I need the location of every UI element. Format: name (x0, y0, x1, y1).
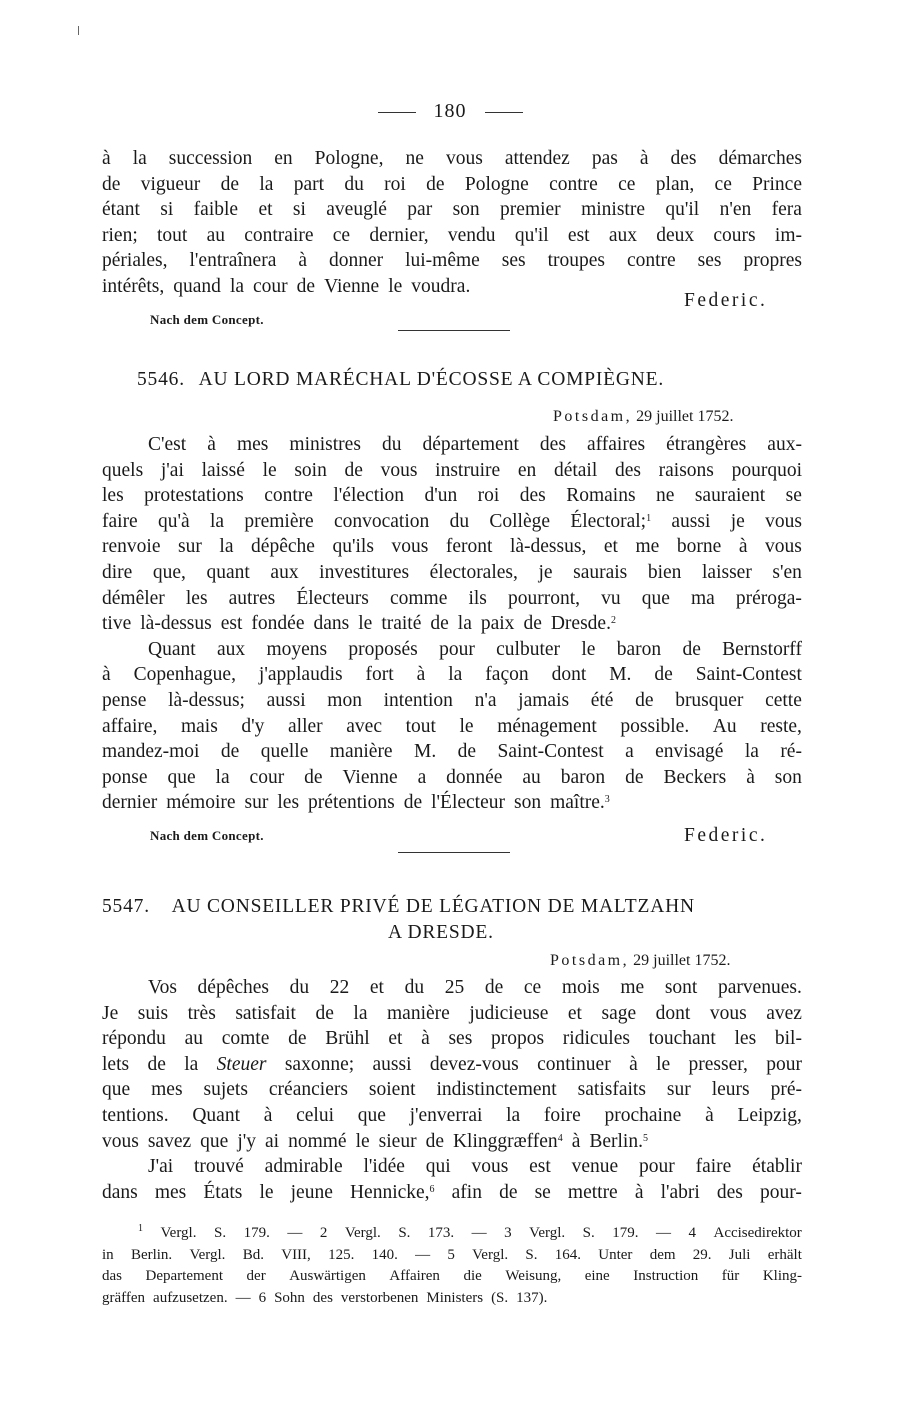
doc-5547-line: Je suis très satisfait de la manière judicieuse et sage dont vous avez (102, 1002, 802, 1024)
header-dash-right (485, 112, 523, 113)
steuer-term: Steuer (216, 1053, 267, 1075)
doc-5546-line: mandez-moi de quelle manière M. de Saint-Contest a envisagé la ré- (102, 741, 802, 763)
doc-5546-line: dernier mémoire sur les prétentions de l'Électeur son maître.$^3$ (102, 792, 610, 814)
footnote-marker[interactable]: 3 (604, 794, 610, 806)
footnote-line: gräffen aufzusetzen. — 6 Sohn des verstorbenen Ministers (S. 137). (102, 1289, 548, 1306)
doc-5547-line: répondu au comte de Brühl et à ses propos ridicules touchant les bil- (102, 1028, 802, 1050)
continuation-line: intérêts, quand la cour de Vienne le voudra. (102, 275, 471, 297)
doc-5547-number: 5547. (102, 896, 150, 917)
footnote-marker[interactable]: 4 (557, 1132, 563, 1144)
margin-mark (78, 26, 79, 35)
doc-5547-line: lets de la Steuer saxonne; aussi devez-vous continuer à le presser, pour (102, 1053, 802, 1075)
doc-5547-place: Potsdam, (550, 952, 630, 969)
footnote-marker[interactable]: 1 (646, 512, 652, 524)
doc-5546-dateline (553, 408, 733, 426)
doc-5546-line: affaire, mais d'y aller avec tout le ménagement possible. Au reste, (102, 715, 802, 737)
footnote-marker: 1 (138, 1223, 143, 1234)
footnote-line: das Departement der Auswärtigen Affairen die Weisung, eine Instruction für Kling- (102, 1268, 802, 1284)
doc-5547-date: 29 juillet 1752. (633, 952, 731, 969)
signature-5546: Federic. (684, 825, 768, 846)
source-note-continuation: Nach dem Concept. (150, 312, 264, 327)
doc-5547-line: J'ai trouvé admirable l'idée qui vous est venue pour faire établir (148, 1156, 802, 1178)
doc-5547-line: dans mes États le jeune Hennicke,$^6$ afin de se mettre à l'abri des pour- (102, 1181, 802, 1203)
doc-5546-line: à Copenhague, j'applaudis fort à la façon dont M. de Saint-Contest (102, 664, 802, 686)
header-dash-left (378, 112, 416, 113)
doc-5547-line: Vos dépêches du 22 et du 25 de ce mois me sont parvenues. (148, 977, 802, 998)
continuation-line: à la succession en Pologne, ne vous attendez pas à des démarches (102, 148, 802, 169)
continuation-paragraph (102, 146, 802, 300)
doc-5547-title-line1: AU CONSEILLER PRIVÉ DE LÉGATION DE MALTZAHN (171, 896, 695, 917)
footnotes (102, 1223, 802, 1309)
doc-5547-heading (102, 896, 695, 918)
doc-5546-line: les protestations contre l'élection d'un roi des Romains ne sauraient se (102, 485, 802, 507)
doc-5546-number: 5546. (137, 369, 185, 390)
doc-5546-date: 29 juillet 1752. (636, 408, 734, 425)
doc-5547-dateline (550, 952, 730, 970)
continuation-line: de vigueur de la part du roi de Pologne contre ce plan, ce Prince (102, 173, 802, 195)
footnote-line: in Berlin. Vergl. Bd. VIII, 125. 140. — 5 Vergl. S. 164. Unter dem 29. Juli erhält (102, 1246, 802, 1263)
source-note-5546: Nach dem Concept. (150, 828, 264, 843)
page-header (0, 100, 900, 123)
continuation-line: étant si faible et si aveuglé par son premier ministre qu'il n'en fera (102, 199, 802, 221)
doc-5546-line: démêler les autres Électeurs comme ils pourront, vu que ma préroga- (102, 587, 802, 609)
doc-5546-line: dire que, quant aux investitures électorales, je saurais bien laisser s'en (102, 561, 802, 583)
doc-5546-line: Quant aux moyens proposés pour culbuter le baron de Bernstorff (148, 638, 802, 660)
doc-5546-place: Potsdam, (553, 408, 633, 425)
doc-5546-body (102, 432, 802, 816)
continuation-line: rien; tout au contraire ce dernier, vendu qu'il est aux deux cours im- (102, 224, 802, 246)
footnote-marker[interactable]: 6 (429, 1183, 435, 1195)
doc-5547-line: que mes sujets créanciers soient indistinctement satisfaits sur leurs pré- (102, 1079, 802, 1101)
footnote-marker[interactable]: 5 (642, 1132, 648, 1144)
footnote-marker[interactable]: 2 (610, 615, 616, 627)
doc-5546-line: C'est à mes ministres du département des affaires étrangères aux- (148, 434, 802, 455)
continuation-line: périales, l'entraînera à donner lui-même ses troupes contre ses propres (102, 250, 802, 272)
divider-rule-2 (398, 852, 510, 853)
doc-5546-line: tive là-dessus est fondée dans le traité de la paix de Dresde.$^2$ (102, 613, 616, 635)
doc-5546-heading (137, 369, 664, 391)
doc-5546-line: quels j'ai laissé le soin de vous instruire en détail des raisons pourquoi (102, 459, 802, 481)
doc-5546-line: ponse que la cour de Vienne a donnée au baron de Beckers à son (102, 766, 802, 788)
doc-5546-line: renvoie sur la dépêche qu'ils vous feront là-dessus, et me borne à vous (102, 536, 802, 558)
doc-5547-body (102, 975, 802, 1205)
footnote-line: $^1$ Vergl. S. 179. — 2 Vergl. S. 173. — 3 Vergl. S. 179. — 4 Accisedirektor (138, 1223, 802, 1241)
doc-5547-line: tentions. Quant à celui que j'enverrai la foire prochaine à Leipzig, (102, 1104, 802, 1126)
doc-5546-line: faire qu'à la première convocation du Collège Électoral;$^1$ aussi je vous (102, 510, 802, 532)
divider-rule (398, 330, 510, 331)
signature-continuation: Federic. (684, 290, 768, 311)
doc-5547-title-line2: A DRESDE. (388, 922, 494, 943)
page-number: 180 (433, 100, 467, 122)
doc-5546-title: AU LORD MARÉCHAL D'ÉCOSSE A COMPIÈGNE. (198, 369, 665, 390)
doc-5547-line: vous savez que j'y ai nommé le sieur de Klinggræffen$^4$ à Berlin.$^5$ (102, 1130, 648, 1152)
doc-5546-line: pense là-dessus; aussi mon intention n'a jamais été de brusquer cette (102, 689, 802, 711)
